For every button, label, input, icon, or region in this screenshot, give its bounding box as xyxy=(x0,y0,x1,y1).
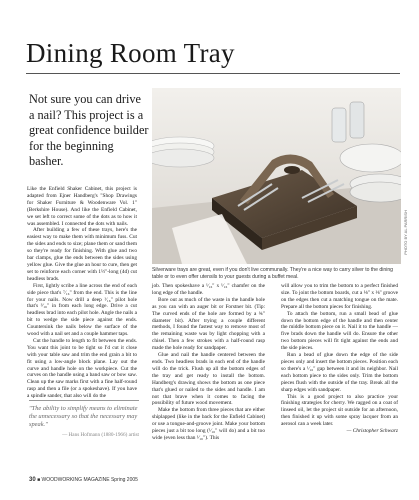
page-number: 30 xyxy=(29,477,36,483)
body-column-3 xyxy=(281,283,398,435)
issue-date: Spring 2005 xyxy=(110,477,138,483)
body-column-1 xyxy=(27,186,137,400)
photo-caption: Silverware trays are great, even if you don't live communally. They're a nice way to carry silver to the dining table or to even offer utensils to your guests during a buffet meal. xyxy=(152,267,393,280)
body-paragraph: Like the Enfield Shaker Cabinet, this project is adapted from Ejner Handberg's "Shop Drawings for Shaker Furniture & Woodenware Vol. 1" (Berkshire House). And like the Enfield Cabinet, we set left to correct some of the dots as to how it was assembled. I connected the dots with nails. xyxy=(27,186,137,227)
tray-photo xyxy=(152,88,401,264)
tray-photo-illustration xyxy=(152,88,401,264)
article-intro: Not sure you can drive a nail? This project is a great confidence builder for the beginning basher. xyxy=(29,92,149,169)
body-paragraph: Bore out as much of the waste in the handle hole as you can with an auger bit or Forstner bit. (Tip: The curved ends of the hole are formed by a ¾" diameter bit). After trying a couple different methods, I found the fastest way to remove most of the remaining waste was by light chopping with a chisel. Then a few strokes with a half-round rasp made the hole ready for sandpaper. xyxy=(152,296,265,352)
body-paragraph: Cut the handle to length to fit between the ends. You want this joint to be tight so I'd cut it close with your table saw and trim the end grain a bit to fit using a low-angle block plane. Lay out the curve and handle hole on the workpiece. Cut the curves on the handle using a band saw or bow saw. Clean up the saw marks first with a fine half-round rasp and then a file (or a spokeshave). If you have a spindle sander, that also will do the xyxy=(27,337,137,400)
pull-quote-text: "The ability to simplify means to eliminate the unnecessary so that the necessary may speak." xyxy=(29,405,138,429)
body-paragraph: job. Then spokeshave a ¹⁄₁₆" x ¹⁄₁₆" chamfer on the long edge of the handle. xyxy=(152,283,265,296)
pull-quote-source: — Hans Hofmann (1880-1966) artist xyxy=(62,431,139,438)
footer-separator-icon: ■ xyxy=(37,477,42,483)
body-paragraph: Make the bottom from three pieces that are either shiplapped (like in the back for the Enfield Cabinet) or use a tongue-and-groove joint. Make your bottom pieces just a bit too long (¹⁄₁₆" will do) and a bit too wide (even less than ¹⁄₁₆"). This xyxy=(152,407,265,441)
photo-credit: PHOTO BY AL PARRISH xyxy=(403,210,408,255)
body-paragraph: will allow you to trim the bottom to a perfect finished size. To joint the bottom boards, cut a ⅛" x ⅛" groove on the edges then cut a matching tongue on the mate. Prepare all the bottom pieces for finishing. xyxy=(281,283,398,310)
body-paragraph: After building a few of these trays, here's the easiest way to make them with minimum fuss. Cut the sides and ends to size; plane them or sand them so they're ready for finishing. With glue and two bar clamps, glue the ends between the sides using yellow glue. Give the glue an hour to cure, then get set to reinforce each corner with 1½"-long (4d) cut headless brads. xyxy=(27,227,137,282)
body-paragraph: To attach the bottom, run a small bead of glue down the bottom edge of the handle and then center the middle bottom piece on it. Nail it to the handle — five brads down the handle will do. Ensure the other two bottom pieces will fit tight against the ends and the side pieces. xyxy=(281,310,398,352)
pull-quote xyxy=(29,400,139,439)
title-rule xyxy=(26,73,400,74)
author-signature: — Christopher Schwarz xyxy=(346,428,398,435)
body-paragraph: Glue and nail the handle centered between the ends. Two headless brads in each end of the handle will do the trick. Flush up all the bottom edges of the tray and get ready to install the bottom. Handberg's drawing shows the bottom as one piece that's glued or nailed to the sides and handle. I am not that brave when it comes to facing the possibility of future wood movement. xyxy=(152,352,265,407)
body-paragraph: This is a good project to also practice your finishing strategies for cherry. We ragged on a coat of linseed oil, let the project sit outside for an afternoon, then finished it up with some spray lacquer from an aerosol can a week later. xyxy=(281,393,398,428)
body-paragraph: First, lightly scribe a line across the end of each side piece that's ⁷⁄₁₆" from the end. This is the line for your nails. Now drill a deep ¹⁄₁₆" pilot hole that's ³⁄₁₆" in from each long edge. Drive a cut headless brad into each pilot hole. Angle the nails a bit to wedge the side piece against the ends. Countersink the nails below the surface of the wood with a nail set and a couple hammer taps. xyxy=(27,282,137,338)
article-title: Dining Room Tray xyxy=(26,38,235,68)
body-paragraph: Run a bead of glue down the edge of the side pieces only and insert the bottom pieces. Position each so there's a ¹⁄₁₆" gap between it and its neighbor. Nail each bottom piece to the sides only. Trim the bottom pieces flush with the outside of the tray. Break all the sharp edges with sandpaper. xyxy=(281,352,398,393)
publication-name: WOODWORKING MAGAZINE xyxy=(41,477,110,483)
body-column-2 xyxy=(152,283,265,442)
page-footer xyxy=(29,477,138,483)
